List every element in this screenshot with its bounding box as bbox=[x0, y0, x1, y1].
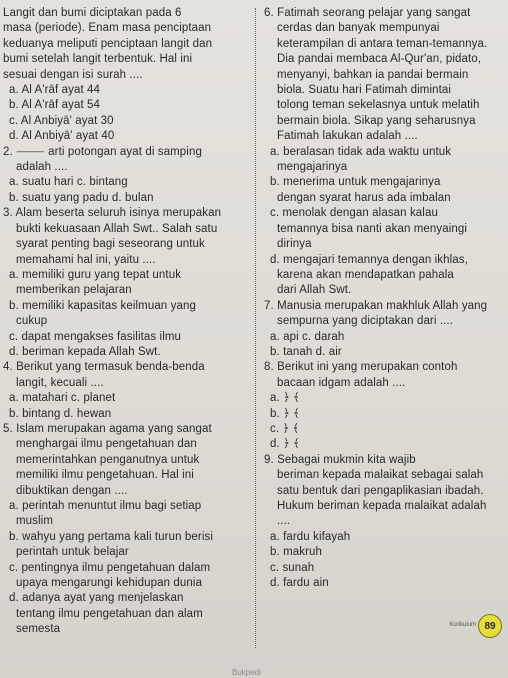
text-line: temannya bisa nanti akan menyaingi bbox=[277, 222, 468, 235]
question-7: 7. Manusia merupakan makhluk Allah yang bbox=[264, 299, 488, 312]
text-line: tolong teman sekelasnya untuk melatih bbox=[277, 99, 480, 112]
text-line: dibuktikan dengan .... bbox=[16, 484, 128, 497]
option-d-arabic: d. ﴿ ﴾ bbox=[270, 438, 300, 451]
text-line: sesuai dengan isi surah .... bbox=[3, 68, 143, 81]
text-line: mengajarinya bbox=[277, 161, 348, 174]
option-ac: a. api c. darah bbox=[270, 330, 345, 343]
option-b-arabic: b. ﴿ ﴾ bbox=[270, 407, 300, 420]
text-line: beriman kepada malaikat sebagai salah bbox=[277, 469, 484, 482]
text-line: Dia pandai membaca Al-Qur'an, pidato, bbox=[277, 53, 482, 66]
text-line: menghargai ilmu pengetahuan dan bbox=[16, 438, 197, 451]
option-ac: a. matahari c. planet bbox=[9, 392, 116, 405]
column-divider bbox=[255, 8, 256, 648]
question-6: 6. Fatimah seorang pelajar yang sangat bbox=[264, 7, 471, 19]
question-9: 9. Sebagai mukmin kita wajib bbox=[264, 453, 416, 466]
option-a: a. Al A'rāf ayat 44 bbox=[9, 84, 101, 97]
option-b: b. wahyu yang pertama kali turun berisi bbox=[9, 530, 213, 543]
option-c: c. Al Anbiyā' ayat 30 bbox=[9, 114, 114, 127]
text-line: adalah .... bbox=[16, 161, 68, 174]
text-line: Hukum beriman kepada malaikat adalah bbox=[277, 500, 487, 512]
text-line: upaya mengarungi kehidupan dunia bbox=[16, 577, 203, 590]
option-b: b. makruh bbox=[270, 546, 323, 559]
text-line: memerintahkan penganutnya untuk bbox=[16, 453, 200, 466]
text-line: bukti kekuasaan Allah Swt.. Salah satu bbox=[16, 222, 218, 235]
question-3: 3. Alam beserta seluruh isinya merupakan bbox=[3, 207, 222, 220]
option-bd: b. tanah d. air bbox=[270, 345, 342, 358]
text-line: karena akan mendapatkan pahala bbox=[277, 268, 454, 281]
question-5: 5. Islam merupakan agama yang sangat bbox=[3, 422, 212, 435]
text-line: dari Allah Swt. bbox=[277, 284, 352, 297]
option-d: d. adanya ayat yang menjelaskan bbox=[9, 592, 184, 605]
option-a: a. perintah menuntut ilmu bagi setiap bbox=[9, 500, 202, 512]
left-column bbox=[3, 6, 250, 638]
text-line: semesta bbox=[16, 623, 61, 636]
text-line: Fatimah lakukan adalah .... bbox=[277, 130, 418, 143]
text-line: perintah untuk belajar bbox=[16, 546, 129, 559]
badge-label: Kurikulum bbox=[449, 622, 476, 628]
option-bd: b. bintang d. hewan bbox=[9, 407, 112, 420]
text-line: syarat penting bagi seseorang untuk bbox=[16, 238, 205, 251]
option-a: a. beralasan tidak ada waktu untuk bbox=[270, 145, 452, 158]
text-line: cukup bbox=[16, 315, 48, 328]
option-b: b. Al A'rāf ayat 54 bbox=[9, 99, 101, 112]
option-b: b. menerima untuk mengajarinya bbox=[270, 176, 441, 189]
text-line: biola. Suatu hari Fatimah dimintai bbox=[277, 84, 452, 97]
footer-text: Bukpedi bbox=[232, 668, 261, 677]
q5-intro-line: Langit dan bumi diciptakan pada 6 bbox=[3, 7, 182, 19]
text-line: memberikan pelajaran bbox=[16, 284, 132, 297]
text-line: keterampilan di antara teman-temannya. bbox=[277, 37, 488, 50]
right-column bbox=[264, 6, 504, 591]
text-line: .... bbox=[277, 515, 291, 528]
text-line: cerdas dan banyak mempunyai bbox=[277, 22, 440, 35]
option-d: d. Al Anbiyā' ayat 40 bbox=[9, 130, 115, 143]
option-c: c. sunah bbox=[270, 561, 315, 574]
question-8: 8. Berikut ini yang merupakan contoh bbox=[264, 361, 458, 374]
option-c: c. menolak dengan alasan kalau bbox=[270, 207, 438, 220]
option-bd: b. suatu yang padu d. bulan bbox=[9, 191, 154, 204]
text-line: masa (periode). Enam masa penciptaan bbox=[3, 22, 212, 35]
question-4: 4. Berikut yang termasuk benda-benda bbox=[3, 361, 205, 374]
option-d: d. mengajari temannya dengan ikhlas, bbox=[270, 253, 468, 266]
text-line: keduanya meliputi penciptaan langit dan bbox=[3, 37, 213, 50]
option-c: c. dapat mengakses fasilitas ilmu bbox=[9, 330, 182, 343]
option-a: a. memiliki guru yang tepat untuk bbox=[9, 268, 182, 281]
text-line: bumi setelah langit terbentuk. Hal ini bbox=[3, 53, 193, 66]
text-line: sempurna yang diciptakan dari .... bbox=[277, 315, 453, 328]
text-line: memahami hal ini, yaitu .... bbox=[16, 253, 156, 266]
option-ac: a. suatu hari c. bintang bbox=[9, 176, 128, 189]
text-line: tentang ilmu pengetahuan dan alam bbox=[16, 607, 203, 620]
option-d: d. beriman kepada Allah Swt. bbox=[9, 345, 161, 358]
page-number-badge: 89 bbox=[478, 614, 502, 638]
option-a: a. fardu kifayah bbox=[270, 530, 351, 543]
option-d: d. fardu ain bbox=[270, 577, 329, 590]
option-b: b. memiliki kapasitas keilmuan yang bbox=[9, 299, 196, 312]
text-line: langit, kecuali .... bbox=[16, 376, 104, 389]
text-line: memiliki ilmu pengetahuan. Hal ini bbox=[16, 469, 194, 482]
option-c: c. pentingnya ilmu pengetahuan dalam bbox=[9, 561, 211, 574]
question-2: 2. ⸻ arti potongan ayat di samping bbox=[3, 145, 202, 158]
text-line: menyanyi, bahkan ia pandai bermain bbox=[277, 68, 469, 81]
text-line: dirinya bbox=[277, 238, 312, 251]
text-line: bermain biola. Sikap yang seharusnya bbox=[277, 114, 476, 127]
text-line: muslim bbox=[16, 515, 54, 528]
text-line: bacaan idgam adalah .... bbox=[277, 376, 406, 389]
text-line: satu bentuk dari pengaplikasian ibadah. bbox=[277, 484, 484, 497]
option-c-arabic: c. ﴿ ﴾ bbox=[270, 422, 300, 435]
option-a-arabic: a. ﴿ ﴾ bbox=[270, 392, 300, 405]
text-line: dengan syarat harus ada imbalan bbox=[277, 191, 451, 204]
